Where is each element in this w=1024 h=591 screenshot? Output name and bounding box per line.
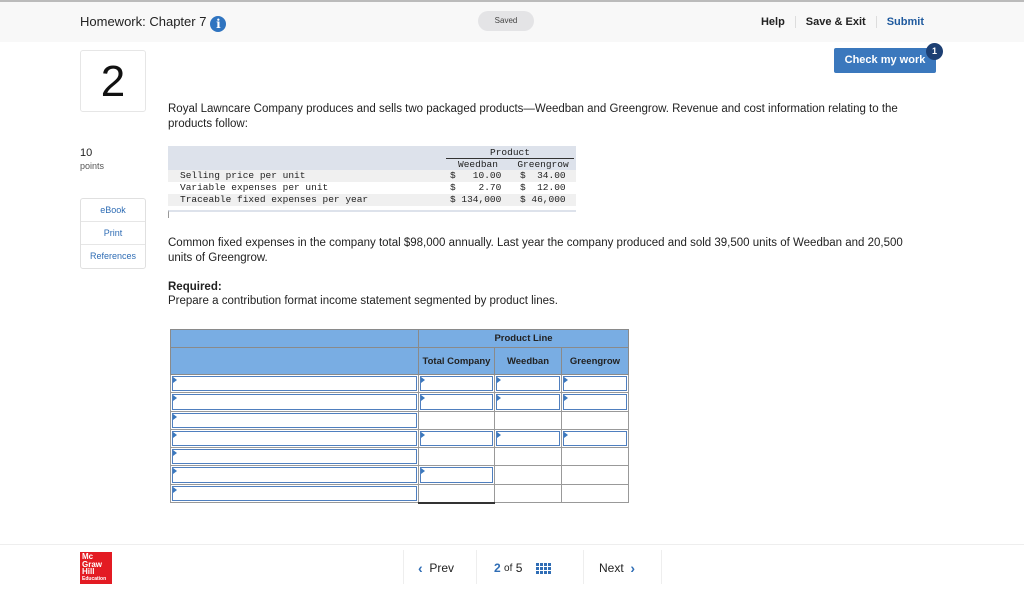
- greengrow-value: $ 34.00: [520, 170, 566, 181]
- divider: [661, 550, 662, 584]
- line-item-select[interactable]: [172, 376, 417, 391]
- next-label: Next: [599, 561, 624, 575]
- check-badge: 1: [926, 43, 943, 60]
- next-button[interactable]: [599, 552, 635, 584]
- table-row: [171, 393, 629, 411]
- total-pages: 5: [515, 561, 523, 575]
- greengrow-header: Greengrow: [562, 348, 629, 375]
- income-statement-table: [170, 329, 629, 504]
- line-item-select[interactable]: [172, 449, 417, 464]
- divider: [583, 550, 584, 584]
- total-input[interactable]: [420, 394, 493, 409]
- references-link[interactable]: References: [89, 251, 137, 261]
- prev-label: Prev: [429, 561, 455, 575]
- greengrow-input[interactable]: [563, 394, 627, 409]
- weedban-input[interactable]: [496, 376, 560, 391]
- row-label: Traceable fixed expenses per year: [180, 194, 369, 205]
- question-number: 2: [80, 50, 146, 112]
- product-header: Product: [446, 147, 574, 159]
- total-input[interactable]: [420, 467, 493, 482]
- greengrow-value: $ 46,000: [520, 194, 566, 205]
- common-fixed-text: Common fixed expenses in the company total $98,000 annually. Last year the company produced and sold 39,500 units of Weedban and 20,500 units of Greengrow.: [168, 237, 903, 264]
- weedban-value: $ 134,000: [450, 194, 502, 205]
- points-label: points: [80, 161, 105, 171]
- label-header-2: [171, 348, 419, 375]
- table-row: [171, 466, 629, 484]
- table-row: [171, 429, 629, 447]
- table-row: [171, 448, 629, 466]
- weedban-header: Weedban: [495, 348, 562, 375]
- weedban-header: Weedban: [458, 159, 498, 170]
- label-header: [171, 330, 419, 348]
- table-row: [171, 411, 629, 429]
- divider: [403, 550, 404, 584]
- weedban-input[interactable]: [496, 431, 560, 446]
- grid-icon[interactable]: [536, 563, 551, 574]
- table-footer: [168, 210, 576, 218]
- weedban-value: $ 10.00: [450, 170, 502, 181]
- line-item-select[interactable]: [172, 431, 417, 446]
- current-page: 2: [494, 561, 501, 575]
- info-icon[interactable]: i: [210, 16, 226, 32]
- greengrow-value: $ 12.00: [520, 182, 566, 193]
- table-row: [168, 194, 576, 206]
- help-link[interactable]: Help: [760, 16, 785, 28]
- points-value: 10: [80, 147, 93, 159]
- chevron-left-icon: ‹: [418, 560, 423, 576]
- title-text: Homework: Chapter 7: [80, 14, 207, 29]
- greengrow-header: Greengrow: [517, 159, 569, 170]
- total-company-header: Total Company: [419, 348, 495, 375]
- check-my-work-button[interactable]: Check my work: [834, 48, 936, 73]
- line-item-select[interactable]: [172, 394, 417, 409]
- points: [80, 147, 104, 173]
- saved-status: Saved: [478, 11, 534, 31]
- assignment-title: [80, 14, 226, 32]
- intro-text: Royal Lawncare Company produces and sells two packaged products—Weedban and Greengrow. Revenue and cost information relating to the products follow:: [168, 103, 898, 130]
- divider: [476, 550, 477, 584]
- chevron-right-icon: ›: [630, 560, 636, 576]
- print-link[interactable]: Print: [81, 222, 145, 245]
- row-label: Variable expenses per unit: [180, 182, 329, 193]
- line-item-select[interactable]: [172, 467, 417, 482]
- resources-panel: [80, 198, 146, 269]
- prev-button[interactable]: [418, 552, 454, 584]
- ebook-link[interactable]: eBook: [81, 199, 145, 222]
- table-row: [168, 182, 576, 194]
- mcgraw-hill-logo: Mc Graw Hill Education: [80, 552, 112, 584]
- of-label: of: [504, 562, 513, 574]
- greengrow-input[interactable]: [563, 431, 627, 446]
- table-row: [168, 170, 576, 182]
- line-item-select[interactable]: [172, 486, 417, 501]
- weedban-input[interactable]: [496, 394, 560, 409]
- table-row: [171, 484, 629, 502]
- product-line-header: Product Line: [419, 330, 629, 348]
- greengrow-input[interactable]: [563, 376, 627, 391]
- submit-link[interactable]: Submit: [876, 16, 934, 28]
- weedban-value: $ 2.70: [450, 182, 502, 193]
- page-indicator[interactable]: [494, 552, 551, 584]
- required-text: Prepare a contribution format income statement segmented by product lines.: [168, 295, 558, 307]
- required-label: Required:: [168, 281, 222, 293]
- total-input[interactable]: [420, 431, 493, 446]
- line-item-select[interactable]: [172, 413, 417, 428]
- save-exit-link[interactable]: Save & Exit: [795, 16, 876, 28]
- footer-divider: [0, 544, 1024, 545]
- table-row: [171, 375, 629, 393]
- header: [0, 2, 1024, 42]
- row-label: Selling price per unit: [180, 170, 306, 181]
- total-input[interactable]: [420, 376, 493, 391]
- product-data-table: [168, 146, 576, 218]
